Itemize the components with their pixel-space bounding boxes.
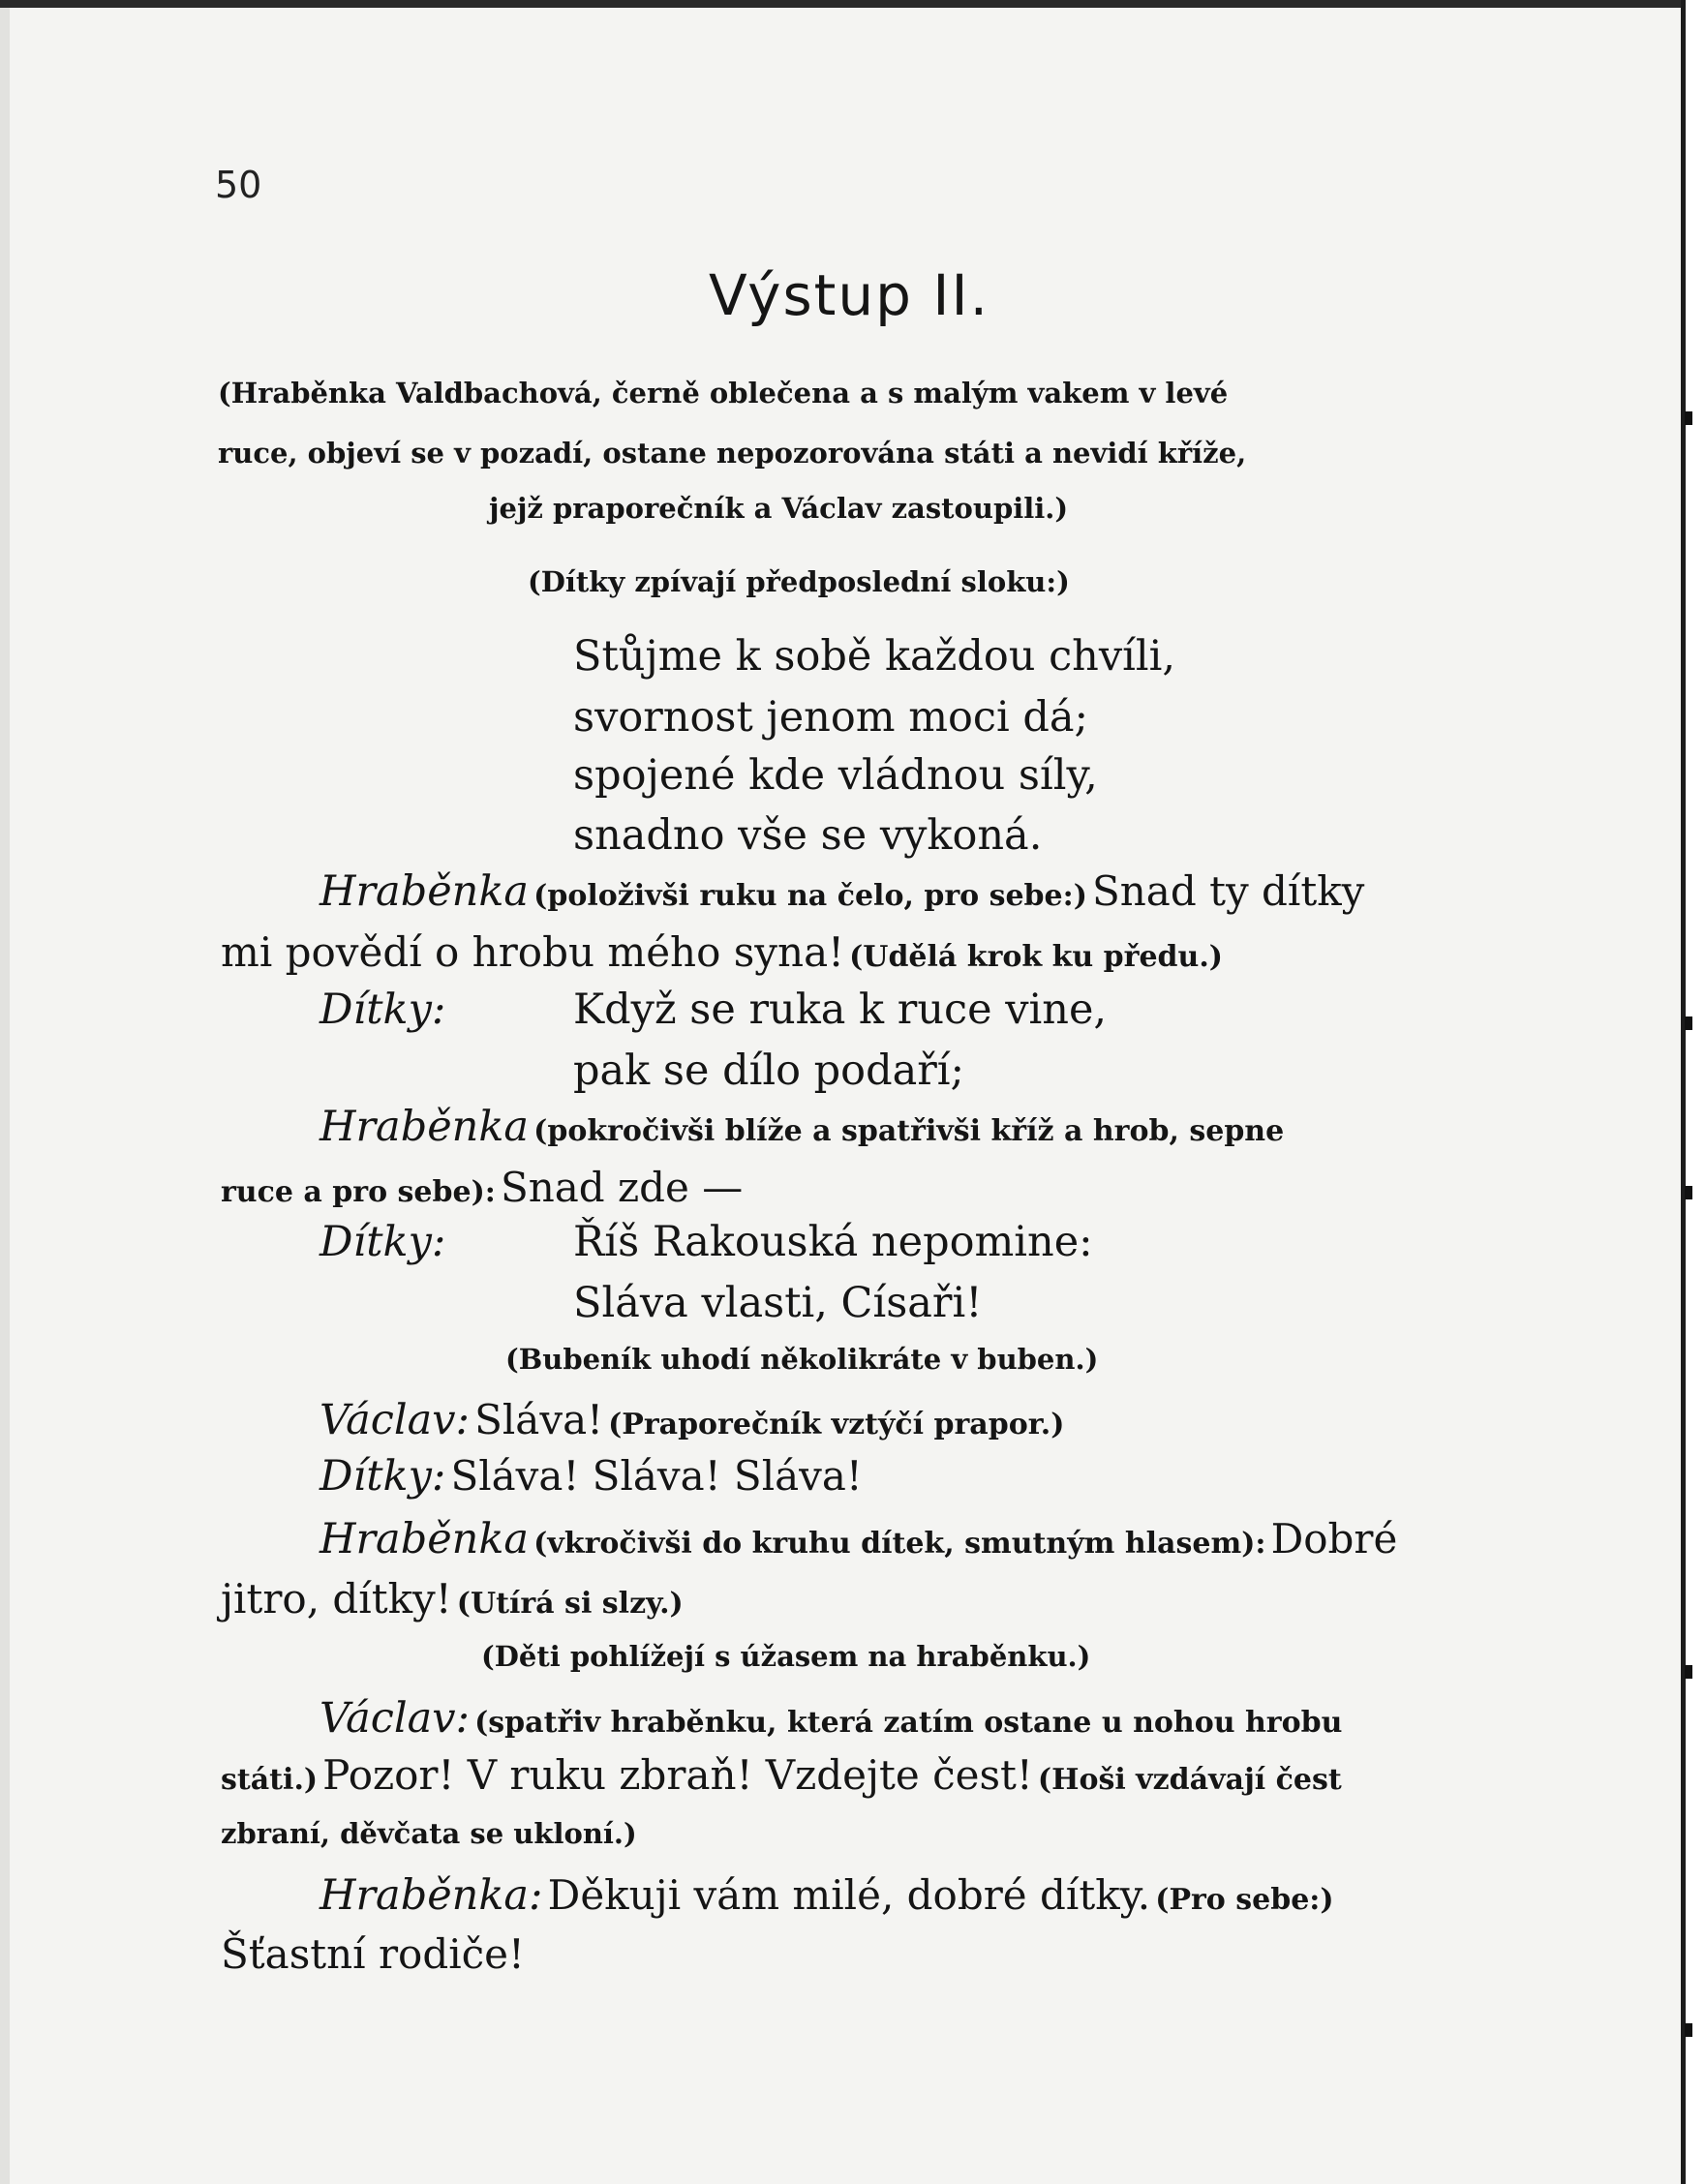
spoken-text: Snad zde — [500,1164,744,1211]
dialogue-line [320,1103,1285,1151]
verse-line: pak se dílo podaří; [573,1046,965,1095]
speaker-name: Hraběnka [320,1103,530,1151]
speaker-name: Hraběnka: [320,1871,543,1920]
spoken-text: Děkuji vám milé, dobré dítky. [547,1871,1151,1919]
stage-direction: (Udělá krok ku předu.) [849,940,1223,974]
stage-direction: (Hoši vzdávají čest [1037,1763,1342,1797]
verse-line: Když se ruka k ruce vine, [573,986,1108,1034]
edge-mark [1685,1186,1692,1199]
spoken-text: Dobré [1270,1515,1398,1562]
spoken-text: Sláva! [474,1396,603,1443]
page-left-shade [0,0,10,2184]
verse-line: spojené kde vládnou síly, [573,751,1098,800]
edge-mark [1685,1016,1692,1030]
stage-direction: ruce a pro sebe): [221,1175,496,1209]
page-number: 50 [215,164,262,206]
verse-line: Stůjme k sobě každou chvíli, [573,632,1176,681]
speaker-name: Hraběnka [320,1515,530,1563]
speaker-name: Václav: [320,1694,470,1743]
speaker-name: Hraběnka [320,867,530,916]
stage-direction: (spatřiv hraběnku, která zatím ostane u nohou hrobu [474,1706,1343,1740]
spoken-text: Sláva! Sláva! Sláva! [450,1452,863,1500]
stage-direction: (Praporečník vztýčí prapor.) [608,1408,1065,1441]
edge-mark [1685,1665,1692,1679]
stage-direction: (položivši ruku na čelo, pro sebe:) [533,879,1087,913]
scene-title: Výstup II. [709,262,990,328]
stage-direction-line: (Děti pohlížejí s úžasem na hraběnku.) [481,1640,1091,1673]
stage-direction-line: (Dítky zpívají předposlední sloku:) [528,565,1070,598]
dialogue-line [320,1452,863,1501]
dialogue-line [221,928,1223,976]
stage-direction-line: zbraní, děvčata se ukloní.) [221,1817,637,1850]
dialogue-line [320,1871,1334,1920]
speaker-name: Dítky: [320,1452,446,1501]
stage-direction: (Utírá si slzy.) [456,1587,684,1621]
stage-direction: (vkročivši do kruhu dítek, smutným hlasem): [533,1527,1266,1561]
dialogue-line [320,1515,1398,1563]
speaker-name: Dítky: [320,986,446,1034]
stage-direction: státi.) [221,1763,319,1797]
verse-line: svornost jenom moci dá; [573,693,1089,742]
verse-line: snadno vše se vykoná. [573,811,1043,860]
verse-line: Sláva vlasti, Císaři! [573,1279,983,1327]
dialogue-line [221,1575,684,1623]
scan-top-edge [0,0,1705,8]
stage-direction-line: (Hraběnka Valdbachová, černě oblečena a s malým vakem v levé [218,377,1229,410]
speaker-name: Dítky: [320,1218,446,1266]
dialogue-line [320,867,1365,916]
dialogue-line [320,1694,1343,1743]
edge-mark [1685,2023,1692,2037]
spoken-text: mi povědí o hrobu mého syna! [221,928,844,976]
scan-right-margin [1685,0,1705,2184]
spoken-text: Šťastní rodiče! [221,1930,525,1978]
stage-direction-line: (Bubeník uhodí několikráte v buben.) [505,1343,1099,1376]
stage-direction-line: ruce, objeví se v pozadí, ostane nepozorována státi a nevidí kříže, [218,437,1247,470]
stage-direction: (Pro sebe:) [1155,1883,1334,1917]
speaker-name: Václav: [320,1396,470,1444]
spoken-text: Snad ty dítky [1091,867,1365,915]
spoken-text: Pozor! V ruku zbraň! Vzdejte čest! [322,1751,1033,1799]
spoken-text: jitro, dítky! [221,1575,452,1623]
dialogue-line [221,1751,1342,1799]
stage-direction-line: jejž praporečník a Václav zastoupili.) [489,492,1069,525]
stage-direction: (pokročivši blíže a spatřivši kříž a hrob, sepne [533,1114,1285,1148]
dialogue-line [320,1396,1065,1444]
scan-right-edge [1681,0,1686,2184]
edge-mark [1685,411,1692,425]
verse-line: Říš Rakouská nepomine: [573,1218,1093,1266]
dialogue-line [221,1164,744,1211]
